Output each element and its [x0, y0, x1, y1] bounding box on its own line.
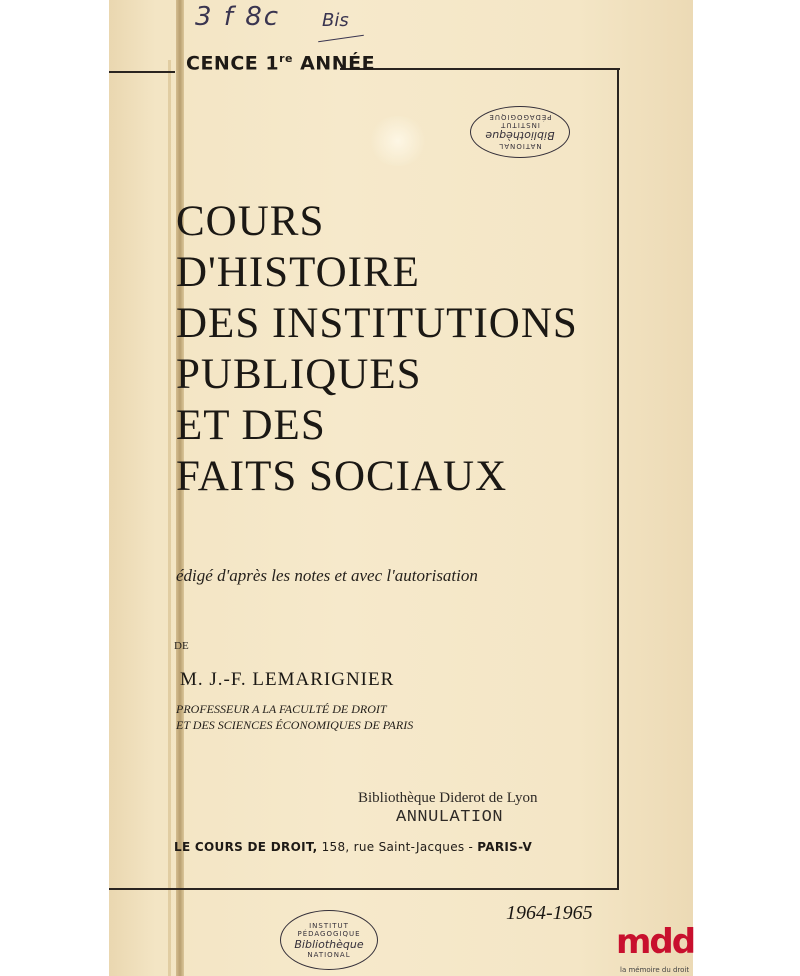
- author-affiliation: PROFESSEUR A LA FACULTÉ DE DROIT: [176, 702, 387, 716]
- author-affiliation: ET DES SCIENCES ÉCONOMIQUES DE PARIS: [176, 718, 414, 732]
- author-name: M. J.-F. LEMARIGNIER: [180, 669, 395, 690]
- handwritten-note: 3 f 8c: [195, 2, 281, 32]
- subtitle: édigé d'après les notes et avec l'autorisation: [176, 566, 478, 585]
- frame-line-bottom: [109, 888, 619, 890]
- handwritten-note-bis: Bis: [322, 10, 349, 31]
- title-line: DES INSTITUTIONS: [176, 300, 578, 347]
- frame-line-top: [340, 68, 620, 70]
- frame-line-right: [617, 68, 619, 890]
- title-line: PUBLIQUES: [176, 351, 422, 398]
- by-label: DE: [174, 640, 189, 652]
- library-round-stamp: NATIONAL Bibliothèque INSTITUT PÉDAGOGIQUE: [470, 106, 570, 158]
- paper-light-spot: [368, 116, 428, 166]
- page-crease: [168, 60, 171, 976]
- title-line: ET DES: [176, 402, 326, 449]
- mdd-logo: [612, 922, 695, 976]
- publisher-line: LE COURS DE DROIT, 158, rue Saint-Jacques - PARIS-V: [174, 840, 533, 854]
- logo-mark: mdd: [616, 922, 695, 962]
- cancellation-stamp: ANNULATION: [396, 808, 504, 827]
- course-level: CENCE 1re ANNÉE: [186, 52, 376, 75]
- library-stamp: Bibliothèque Diderot de Lyon: [358, 790, 538, 806]
- frame-line-top-left: [109, 71, 175, 73]
- library-round-stamp-bottom: INSTITUT PÉDAGOGIQUE Bibliothèque NATIONAL: [280, 910, 378, 970]
- logo-caption: la mémoire du droit: [620, 966, 690, 974]
- title-line: D'HISTOIRE: [176, 249, 420, 296]
- title-line: COURS: [176, 198, 325, 245]
- document-title: [176, 196, 578, 502]
- title-line: FAITS SOCIAUX: [176, 453, 508, 500]
- academic-years: 1964-1965: [506, 902, 593, 924]
